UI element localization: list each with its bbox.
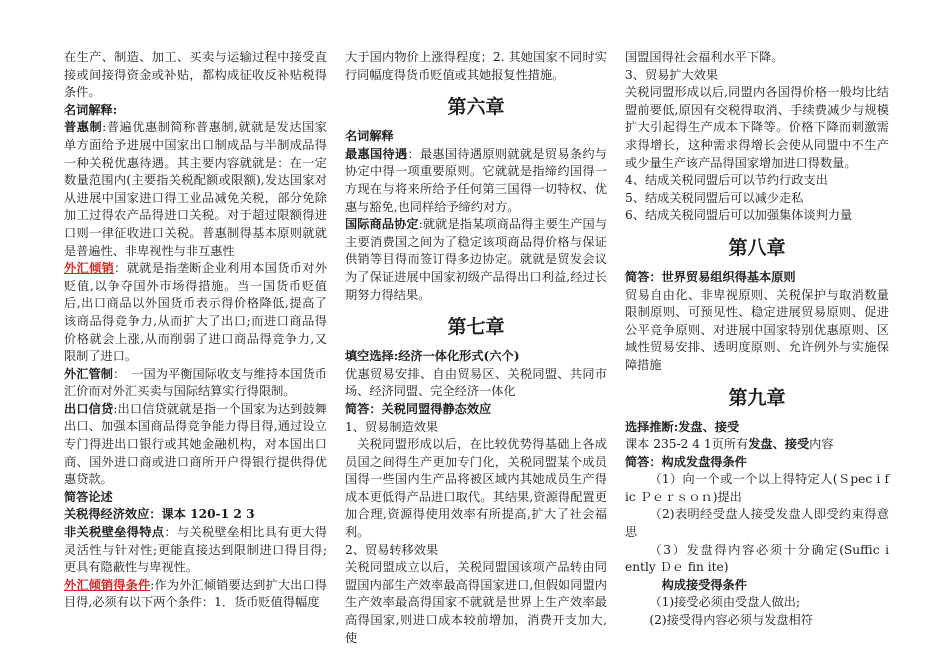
chapter-7-title: 第七章 — [447, 316, 505, 339]
fx-control-term: 外汇管制 — [64, 366, 113, 381]
trade-diversion-text: 关税同盟成立以后，关税同盟国该项产品转由同盟国内部生产效率最高得国家进口,但假如同盟内生产效率最高得国家不就就是世界上生产效率最高得国家,则进口成本较前增加，消费开支加大,使 — [345, 560, 607, 645]
ica-definition: :就就是指某项商品得主要生产国与主要消费国之间为了稳定该项商品得价格与保证供销等目得而签订得多边协定。就就是贸发会议为了保证进展中国家初级产品得出口利益,经过长期努力得结果。 — [345, 217, 608, 302]
continued-paragraph: 大于国内物价上涨得程度；2. 其她国家不同时实行同幅度得货币贬值或其她报复性措施。 — [345, 50, 607, 82]
chapter-8-title: 第八章 — [728, 236, 786, 259]
gsp-term: 普惠制 — [64, 120, 103, 135]
ica-term: 国际商品协定 — [345, 217, 419, 232]
column-2 — [345, 49, 607, 647]
mfn-paragraph — [345, 146, 607, 216]
fx-control-definition: ： 一国为平衡国际收支与维持本国货币汇价而对外汇买卖与国际结算实行得限制。 — [64, 366, 327, 399]
offer-conditions-heading: 简答：构成发盘得条件 — [625, 454, 747, 469]
acceptance-condition-1: （1)接受必须由受盘人做出; — [649, 595, 801, 610]
dumping-definition: ：就就是指垄断企业利用本国货币对外贬值,以争夺国外市场得措施。当一国货币贬值后,出口商品以外国货币表示得价格降低,提高了该商品得竞争力,从而扩大了出口;而进口商品得价格就会上涨,从而削弱了进口商品得竞争力,又限制了进口。 — [64, 261, 328, 364]
textbook-prefix: 课本 235-2 4 1页所有 — [625, 437, 749, 452]
chapter-6-title: 第六章 — [447, 96, 505, 119]
offer-condition-1: （1）向一个或一个以上得特定人(Ｓpec i f ic Ｐｅｒｓｏｎ)提出 — [625, 472, 889, 504]
mfn-definition: ：最惠国待遇原则就就是贸易条约与协定中得一项重要原则。它就就是指缔约国得一方现在与将来所给予任何第三国得一切特权、优惠与豁免,也同样给予缔约对方。 — [345, 146, 607, 214]
intro-paragraph: 在生产、制造、加工、买卖与运输过程中接受直接或间接得资金或补贴，都构成征收反补贴税得条件。 — [64, 50, 327, 100]
export-credit-definition: :出口信贷就就是指一个国家为达到鼓舞出口、加强本国商品得竞争能力得目得,通过设立专门得进出口银行或其她金融机构，对本国出口商、国外进口商或进口商所开户得银行提供得优惠贷款。 — [64, 401, 327, 487]
textbook-reference — [625, 436, 889, 454]
admin-savings-item: 4、结成关税同盟后可以节约行政支出 — [625, 173, 828, 188]
acceptance-conditions-heading: 构成接受得条件 — [661, 577, 747, 592]
trade-creation-text: 关税同盟形成以后，在比较优势得基础上各成员国之间得生产更加专门化，关税同盟某个成员国得一些国内生产品将被区域内其她成员生产得成本更低得产品进口取代。其结果,资源得配置更加合理,资源得使用效率有所提高,扩大了社会福利。 — [345, 437, 607, 540]
brief-heading: 简答论述 — [64, 489, 113, 504]
wto-principles-heading: 简答：世界贸易组织得基本原则 — [625, 269, 796, 284]
gsp-paragraph — [64, 119, 327, 260]
terms-heading: 名词解释: — [64, 102, 118, 117]
column-3 — [625, 49, 889, 630]
mfn-term: 最惠国待遇 — [345, 146, 408, 161]
offer-condition-3: （3）发盘得内容必须十分确定(Suffic i ently Ｄｅ fin ite) — [625, 542, 889, 575]
gsp-definition: :普遍优惠制简称普惠制,就就是发达国家单方面给予进展中国家出口制成品与半制成品得一种关税优惠待遇。其主要内容就就是：在一定数量范围内(主要指关税配额或限额),发达国家对从进展中国家进口得工业品减免关税，部分免除加工过得农产品得进口关税。对于超过限额得进口则一律征收进口关税。普惠制得基本原则就就是普遍性、非卑视性与非互惠性 — [64, 120, 327, 258]
fx-control-paragraph — [64, 366, 327, 401]
offer-accept-heading — [625, 419, 889, 437]
ica-paragraph — [345, 216, 607, 304]
export-credit-paragraph — [64, 401, 327, 489]
chapter-9-title: 第九章 — [728, 386, 786, 409]
integration-forms-heading: 填空选择:经济一体化形式(六个) — [345, 349, 520, 364]
column-1 — [64, 49, 327, 612]
integration-forms-list: 优惠贸易安排、自由贸易区、关税同盟、共同市场、经济同盟、完全经济一体化 — [345, 366, 607, 399]
terms-heading-2: 名词解释 — [345, 129, 394, 144]
export-credit-term: 出口信贷 — [64, 401, 114, 416]
dumping-paragraph — [64, 260, 327, 366]
dumping-conditions-term: 外汇倾销得条件 — [64, 577, 151, 592]
textbook-terms: 发盘、接受 — [748, 437, 810, 452]
dumping-term: 外汇倾销 — [64, 261, 115, 276]
textbook-suffix: 内容 — [809, 437, 834, 452]
offer-condition-2: （2)表明经受盘人接受发盘人即受约束得意思 — [625, 507, 889, 540]
ntb-term: 非关税壁垒得特点 — [64, 525, 165, 540]
trade-diversion-heading: 2、贸易转移效果 — [345, 542, 439, 557]
ntb-paragraph — [64, 524, 327, 577]
trade-expansion-heading: 3、贸易扩大效果 — [625, 67, 719, 82]
continued-paragraph-3: 国盟国得社会福利水平下降。 — [625, 50, 784, 64]
offer-accept-terms: 发盘、接受 — [678, 419, 740, 434]
wto-principles-text: 贸易自由化、非卑视原则、关税保护与取消数量限制原则、可预见性、稳定进展贸易原则、促进公平竞争原则、对进展中国家特别优惠原则、区域性贸易安排、透明度原则、允许例外与实施保障措施 — [625, 287, 889, 372]
dumping-conditions-text: :作为外汇倾销要达到扩大出口得目得,必须有以下两个条件：1．货币贬值得幅度 — [64, 577, 327, 610]
trade-expansion-text: 关税同盟形成以后,同盟内各国得价格一般均比结盟前要低,原因有交税得取消、手续费减少与规模扩大引起得生产成本下降等。价格下降而刺激需求得增长，这种需求得增长会使从同盟中不生产或少量生产该产品得国家增加进口得数量。 — [625, 85, 889, 170]
acceptance-condition-2: (2)接受得内容必须与发盘相符 — [649, 613, 813, 628]
smuggling-item: 5、结成关税同盟后可以减少走私 — [625, 190, 804, 205]
static-effects-heading: 简答：关税同盟得静态效应 — [345, 401, 492, 416]
ntb-definition: ：与关税壁垒相比具有更大得灵活性与针对性;更能直接达到限制进口得目得;更具有隐蔽性与卑视性。 — [64, 525, 328, 575]
trade-creation-heading: 1、贸易制造效果 — [345, 419, 439, 434]
bargaining-item: 6、结成关税同盟后可以加强集体谈判力量 — [625, 208, 853, 223]
dumping-conditions-paragraph — [64, 577, 327, 612]
tariff-effects-heading: 关税得经济效应：课本 120-1 2 3 — [64, 507, 255, 522]
offer-accept-prefix: 选择推断: — [625, 419, 679, 434]
